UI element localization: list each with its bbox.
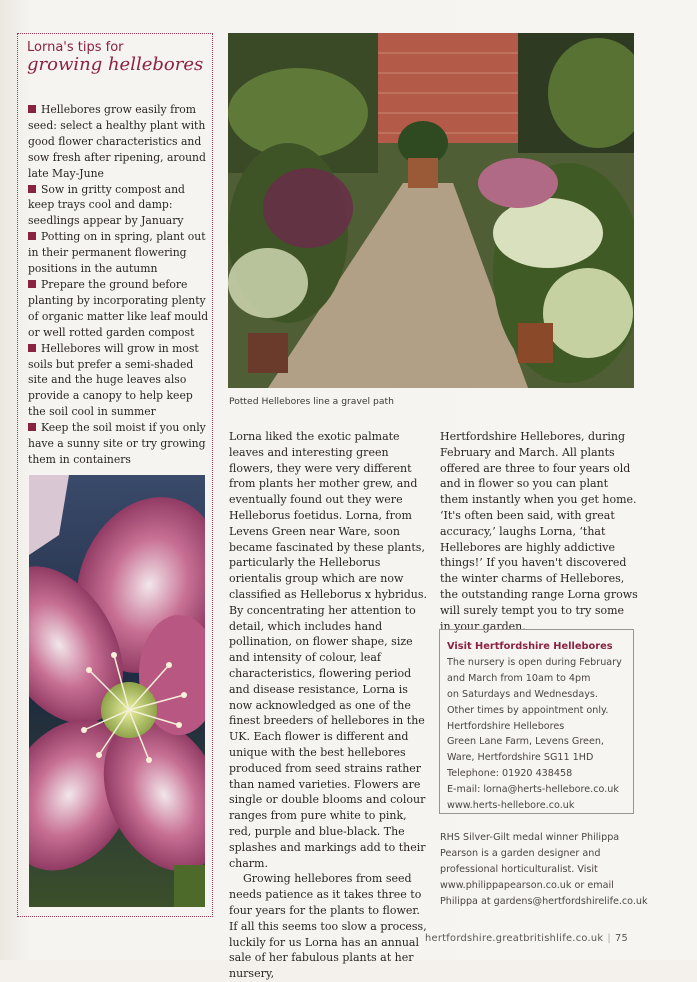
tip-item: Hellebores grow easily from seed: select a healthy plant with good flower characteristics and sow fresh after ripening, around late May-June [28,103,206,180]
tip-item: Keep the soil moist if you only have a sunny site or try growing them in containers [28,421,206,466]
footer-site: hertfordshire.greatbritishlife.co.uk [425,933,604,944]
gravel-path-photo [228,33,634,388]
visit-line: Green Lane Farm, Levens Green, [447,736,604,748]
bullet-square-icon [28,105,36,113]
bullet-square-icon [28,423,36,431]
visit-line: Other times by appointment only. [447,704,609,716]
article-paragraph: Growing hellebores from seed needs patience as it takes three to four years for the plants to flower. If all this seems too slow a process, luckily for us Lorna has an annual sale of her fabulous plants at her nursery, [229,872,427,981]
footer-separator: | [607,933,612,944]
photo-caption: Potted Hellebores line a gravel path [229,396,394,407]
bullet-square-icon [28,232,36,240]
tips-title [27,40,212,75]
bio-line: www.philippapearson.co.uk or email [440,880,614,891]
tips-title-line2: growing hellebores [27,54,204,75]
article-paragraph: Lorna liked the exotic palmate leaves and interesting green flowers, they were very different from plants her mother grew, and eventually found out they were Helleborus foetidus. Lorna, from Levens Green near Ware, soon became fascinated by these plants, particularly the Helleborus orientalis group which are now classified as Helleborus x hybridus. By concentrating her attention to detail, which includes hand pollination, on flower shape, size and intensity of colour, leaf characteristics, flowering period and disease resistance, Lorna is now acknowledged as one of the finest breeders of hellebores in the UK. Each flower is different and unique with the best hellebores produced from seed strains rather than named varieties. Flowers are single or double blooms and colour ranges from pure white to pink, red, purple and blue-black. The splashes and markings add to their charm. [229,430,428,870]
tip-item: Potting on in spring, plant out in their permanent flowering positions in the autumn [28,230,206,276]
bullet-square-icon [28,280,36,288]
page-footer [425,933,628,944]
tips-title-line1: Lorna's tips for [27,40,124,55]
article-column-1 [229,429,429,982]
visit-line: Hertfordshire Hellebores [447,720,565,732]
author-bio [440,830,655,910]
bio-line: Pearson is a garden designer and [440,848,601,859]
visit-line: The nursery is open during February [447,656,622,668]
visit-line: on Saturdays and Wednesdays. [447,688,598,700]
visit-website: www.herts-hellebore.co.uk [447,800,575,812]
visit-phone: Telephone: 01920 438458 [447,768,573,780]
visit-title: Visit Hertfordshire Hellebores [447,641,613,652]
visit-line: Ware, Hertfordshire SG11 1HD [447,752,594,764]
bio-line: Philippa at gardens@hertfordshirelife.co.uk [440,896,648,907]
tips-list [28,102,212,468]
hellebore-flower-photo [29,475,205,907]
bullet-square-icon [28,344,36,352]
bullet-square-icon [28,185,36,193]
visit-info-box [439,629,634,814]
bio-line: RHS Silver-Gilt medal winner Philippa [440,832,620,843]
tip-item: Hellebores will grow in most soils but prefer a semi-shaded site and the huge leaves also provide a canopy to help keep the soil cool in summer [28,341,199,419]
tip-item: Sow in gritty compost and keep trays cool and damp: seedlings appear by January [28,182,185,228]
bio-line: professional horticulturalist. Visit [440,864,598,875]
visit-line: and March from 10am to 4pm [447,672,591,684]
page-number: 75 [615,933,629,944]
visit-email: E-mail: lorna@herts-hellebore.co.uk [447,784,619,796]
tip-item: Prepare the ground before planting by incorporating plenty of organic matter like leaf mould or well rotted garden compost [28,277,209,339]
article-column-2 [440,429,638,634]
article-paragraph: Hertfordshire Hellebores, during February and March. All plants offered are three to four years old and in flower so you can plant them instantly when you get home. ‘It's often been said, with great accuracy,’ laughs Lorna, ‘that Hellebores are highly addictive things!’ If you haven't discovered the winter charms of Hellebores, the outstanding range Lorna grows will surely tempt you to try some in your garden. [440,430,638,633]
